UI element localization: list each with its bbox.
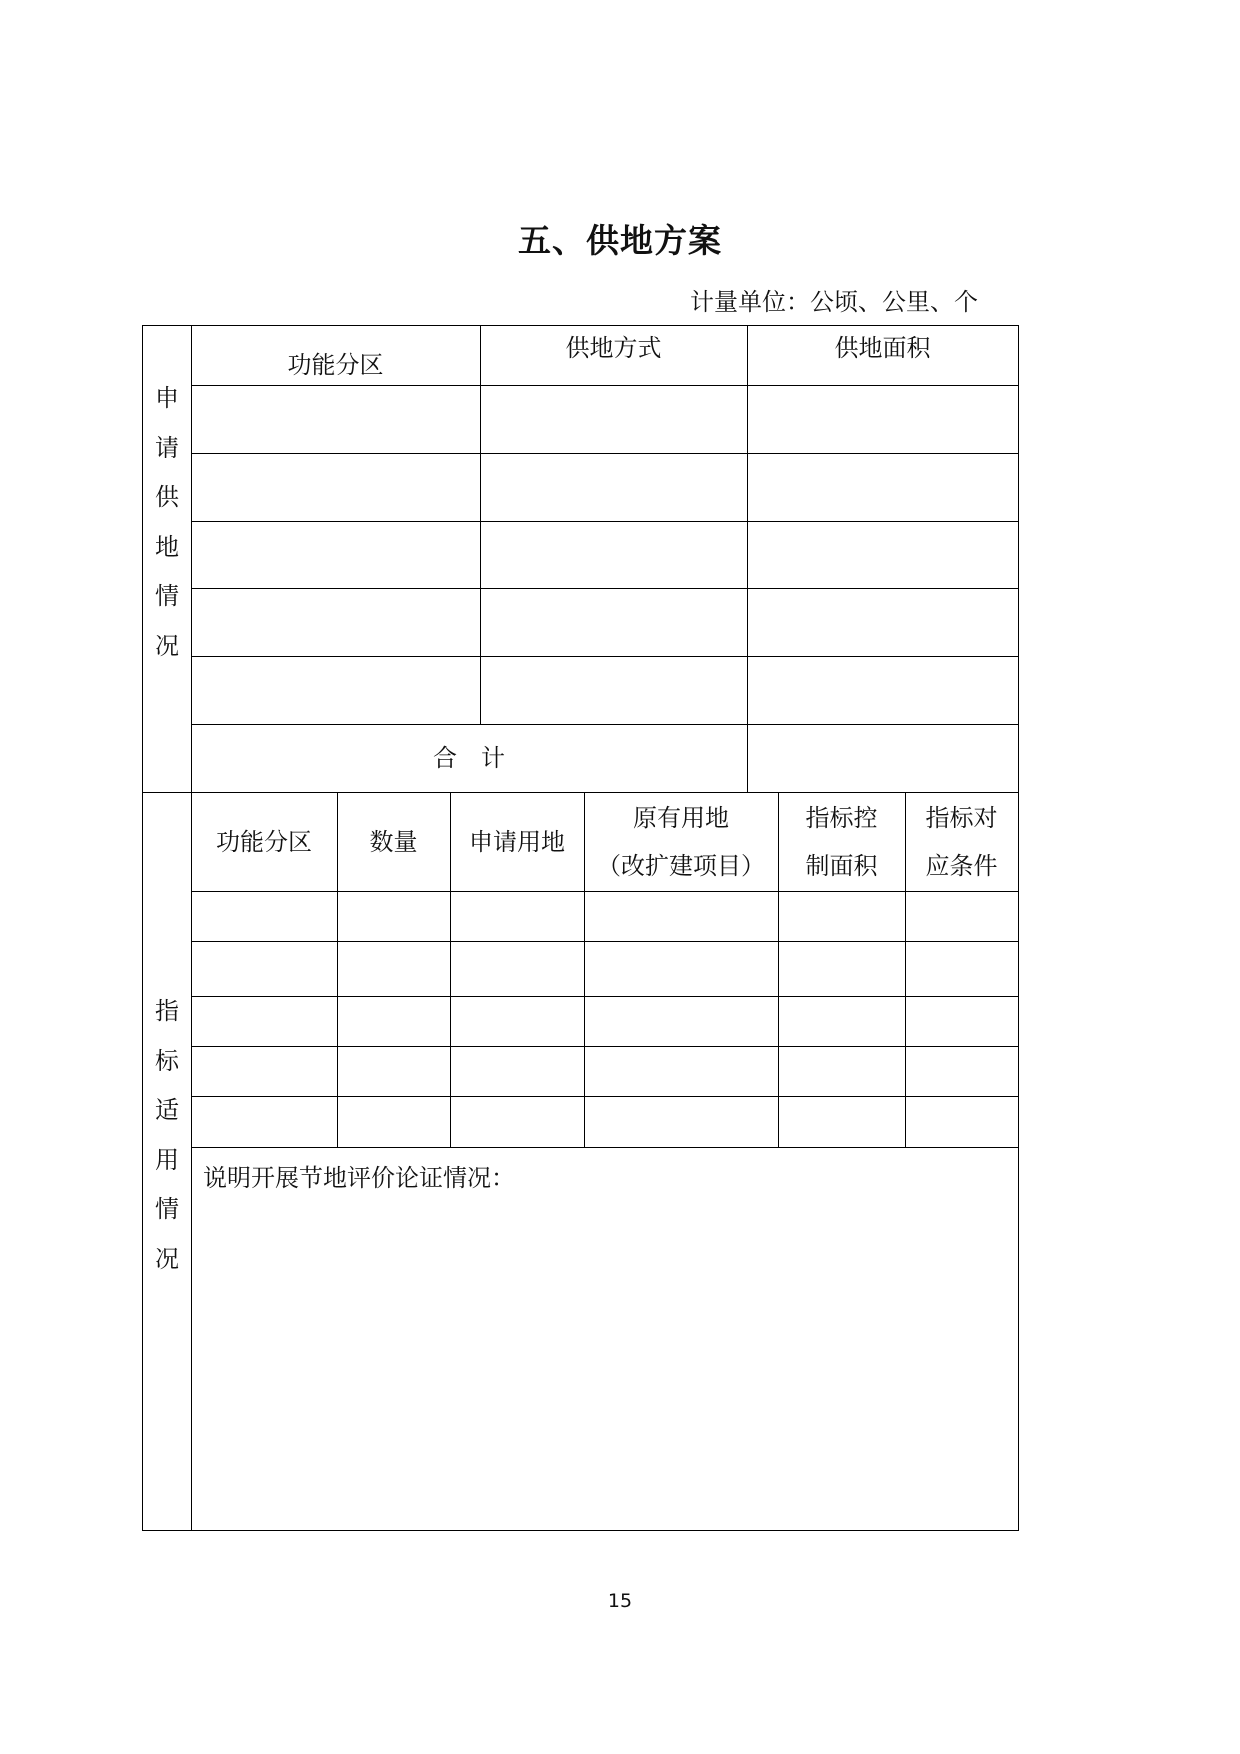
evaluation-note-label: 说明开展节地评价论证情况： xyxy=(203,1164,515,1192)
header-supply-method: 供地方式 xyxy=(565,334,662,362)
header-control-area-line1: 指标控 xyxy=(805,803,878,832)
header-conditions-line2: 应条件 xyxy=(925,851,998,880)
page-title: 五、供地方案 xyxy=(518,221,722,260)
row-line xyxy=(191,521,1019,522)
row-line xyxy=(191,996,1019,997)
label-char: 申 xyxy=(155,384,179,412)
header-original-land-line1: 原有用地 xyxy=(633,803,729,832)
label-char: 供 xyxy=(155,483,179,511)
unit-note: 计量单位：公顷、公里、个 xyxy=(690,288,978,316)
label-char: 况 xyxy=(155,631,179,660)
header-control-area-line2: 制面积 xyxy=(805,851,878,880)
section-label-indicator xyxy=(142,987,192,1284)
label-char: 况 xyxy=(155,1244,179,1273)
row-line xyxy=(191,941,1019,942)
header-control-area xyxy=(778,792,905,891)
row-line xyxy=(191,1046,1019,1047)
label-char: 用 xyxy=(155,1145,179,1174)
header-original-land xyxy=(584,792,778,891)
label-char: 指 xyxy=(155,997,179,1025)
column-line xyxy=(480,325,481,725)
header-conditions-line1: 指标对 xyxy=(925,803,998,832)
row-line xyxy=(191,453,1019,454)
row-line xyxy=(191,656,1019,657)
page-number: 15 xyxy=(607,1590,633,1612)
label-char: 地 xyxy=(155,532,179,561)
total-label: 合 计 xyxy=(433,744,505,772)
row-line xyxy=(191,891,1019,892)
section-label-supply xyxy=(142,374,192,671)
label-char: 标 xyxy=(155,1046,179,1075)
label-char: 适 xyxy=(155,1096,179,1124)
header-function-zone-2: 功能分区 xyxy=(216,827,312,856)
header-conditions xyxy=(905,792,1018,891)
header-function-zone: 功能分区 xyxy=(287,351,384,379)
header-quantity: 数量 xyxy=(369,827,418,856)
label-char: 情 xyxy=(155,582,179,610)
header-supply-area: 供地面积 xyxy=(834,334,931,362)
table-border-right xyxy=(1018,325,1019,1531)
row-line xyxy=(191,1096,1019,1097)
label-char: 情 xyxy=(155,1195,179,1223)
row-line xyxy=(191,1147,1019,1148)
row-line xyxy=(191,588,1019,589)
header-original-land-line2: （改扩建项目） xyxy=(597,851,765,880)
table-border-bottom xyxy=(142,1530,1019,1531)
header-applied-land: 申请用地 xyxy=(469,827,565,856)
column-line xyxy=(747,325,748,793)
label-char: 请 xyxy=(155,433,179,462)
